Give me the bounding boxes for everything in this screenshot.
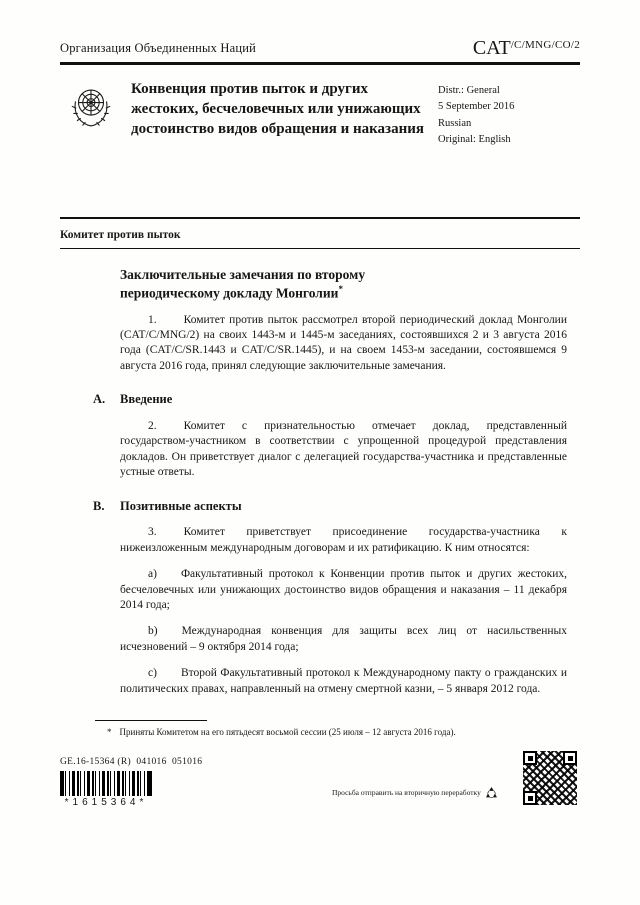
header-block	[60, 65, 580, 217]
masthead	[60, 38, 580, 58]
list-item-c	[120, 666, 567, 697]
document-symbol-main: CAT	[472, 37, 511, 59]
paragraph-3	[120, 525, 567, 556]
paragraph-2-text: Комитет с признательностью отмечает доклад, представленный государством-участником в соответствии с упрощенной процедурой представления докладов. Он приветствует диалог с делегацией государства-участника и представленные устные ответы.	[120, 419, 567, 479]
recycle-note	[332, 786, 498, 799]
paragraph-3-text: Комитет приветствует присоединение государства-участника к нижеизложенным международным договорам и их ратификацию. К ним относятся:	[120, 526, 567, 554]
paragraph-2-number: 2.	[148, 419, 157, 432]
recycle-text: Просьба отправить на вторичную переработку	[332, 788, 481, 797]
section-a-title: Введение	[120, 392, 173, 407]
publication-title: Конвенция против пыток и других жестоких, бесчеловечных или унижающих достоинство видов обращения и наказания	[131, 81, 424, 138]
qr-finder-bottom-left	[523, 791, 537, 805]
qr-code	[523, 751, 577, 805]
footnote-mark: *	[107, 727, 112, 737]
distr-date: 5 September 2016	[438, 101, 515, 113]
paragraph-1	[120, 313, 567, 375]
org-name: Организация Объединенных Наций	[60, 41, 257, 55]
section-b-letter: B.	[93, 498, 105, 513]
un-emblem-icon	[66, 83, 116, 133]
distr-original: Original: English	[438, 133, 511, 145]
qr-finder-top-right	[563, 751, 577, 765]
barcode	[60, 771, 152, 796]
committee-name: Комитет против пыток	[60, 229, 181, 241]
list-item-a	[120, 567, 567, 613]
section-a-letter: A.	[93, 392, 106, 407]
list-item-b-label: b)	[148, 625, 158, 638]
paragraph-1-text: Комитет против пыток рассмотрел второй периодический доклад Монголии (CAT/C/MNG/2) на своих 1443-м и 1445-м заседаниях, состоявшихся 2 и 3 августа 2016 года (CAT/C/SR.1443 и CAT/C/SR.1445), и на своем 1453-м заседании, состоявшемся 9 августа 2016 года, принял следующие заключительные замечания.	[120, 313, 567, 372]
distr-language: Russian	[438, 117, 472, 129]
barcode-text: *1615364*	[64, 797, 148, 808]
list-item-c-text: Второй Факультативный протокол к Международному пакту о гражданских и политических правах, направленный на отмену смертной казни, – 5 января 2012 года.	[120, 667, 567, 695]
section-a-heading	[93, 391, 567, 408]
list-item-c-label: c)	[148, 667, 157, 680]
paragraph-2	[120, 419, 567, 481]
distr-type: Distr.: General	[438, 85, 500, 96]
list-item-b-text: Международная конвенция для защиты всех лиц от насильственных исчезновений – 9 октября 2014 года;	[120, 625, 567, 653]
footnote-text: Приняты Комитетом на его пятьдесят восьмой сессии (25 июля – 12 августа 2016 года).	[119, 727, 456, 737]
barcode-block	[60, 771, 152, 808]
footnote	[95, 726, 485, 738]
distribution-block	[438, 79, 580, 217]
document-heading-text: Заключительные замечания по второму периодическому докладу Монголии	[120, 267, 366, 301]
document-symbol	[473, 38, 580, 58]
paragraph-1-number: 1.	[148, 313, 157, 326]
heading-footnote-ref: *	[338, 283, 343, 294]
list-item-b	[120, 624, 567, 655]
qr-finder-top-left	[523, 751, 537, 765]
footnote-separator	[95, 720, 207, 721]
section-b-heading	[93, 498, 567, 515]
section-b-title: Позитивные аспекты	[120, 498, 242, 513]
footnote-area	[95, 720, 485, 738]
paragraph-3-number: 3.	[148, 526, 157, 539]
document-symbol-suffix: /C/MNG/CO/2	[510, 39, 580, 51]
ge-number: GE.16-15364 (R) 041016 051016	[60, 757, 203, 767]
list-item-a-label: a)	[148, 568, 157, 581]
main-content	[60, 249, 580, 697]
recycle-icon	[485, 786, 498, 799]
list-item-a-text: Факультативный протокол к Конвенции против пыток и других жестоких, бесчеловечных или унижающих достоинство видов обращения и наказания – 11 декабря 2014 года;	[120, 568, 567, 611]
document-heading	[120, 266, 460, 302]
